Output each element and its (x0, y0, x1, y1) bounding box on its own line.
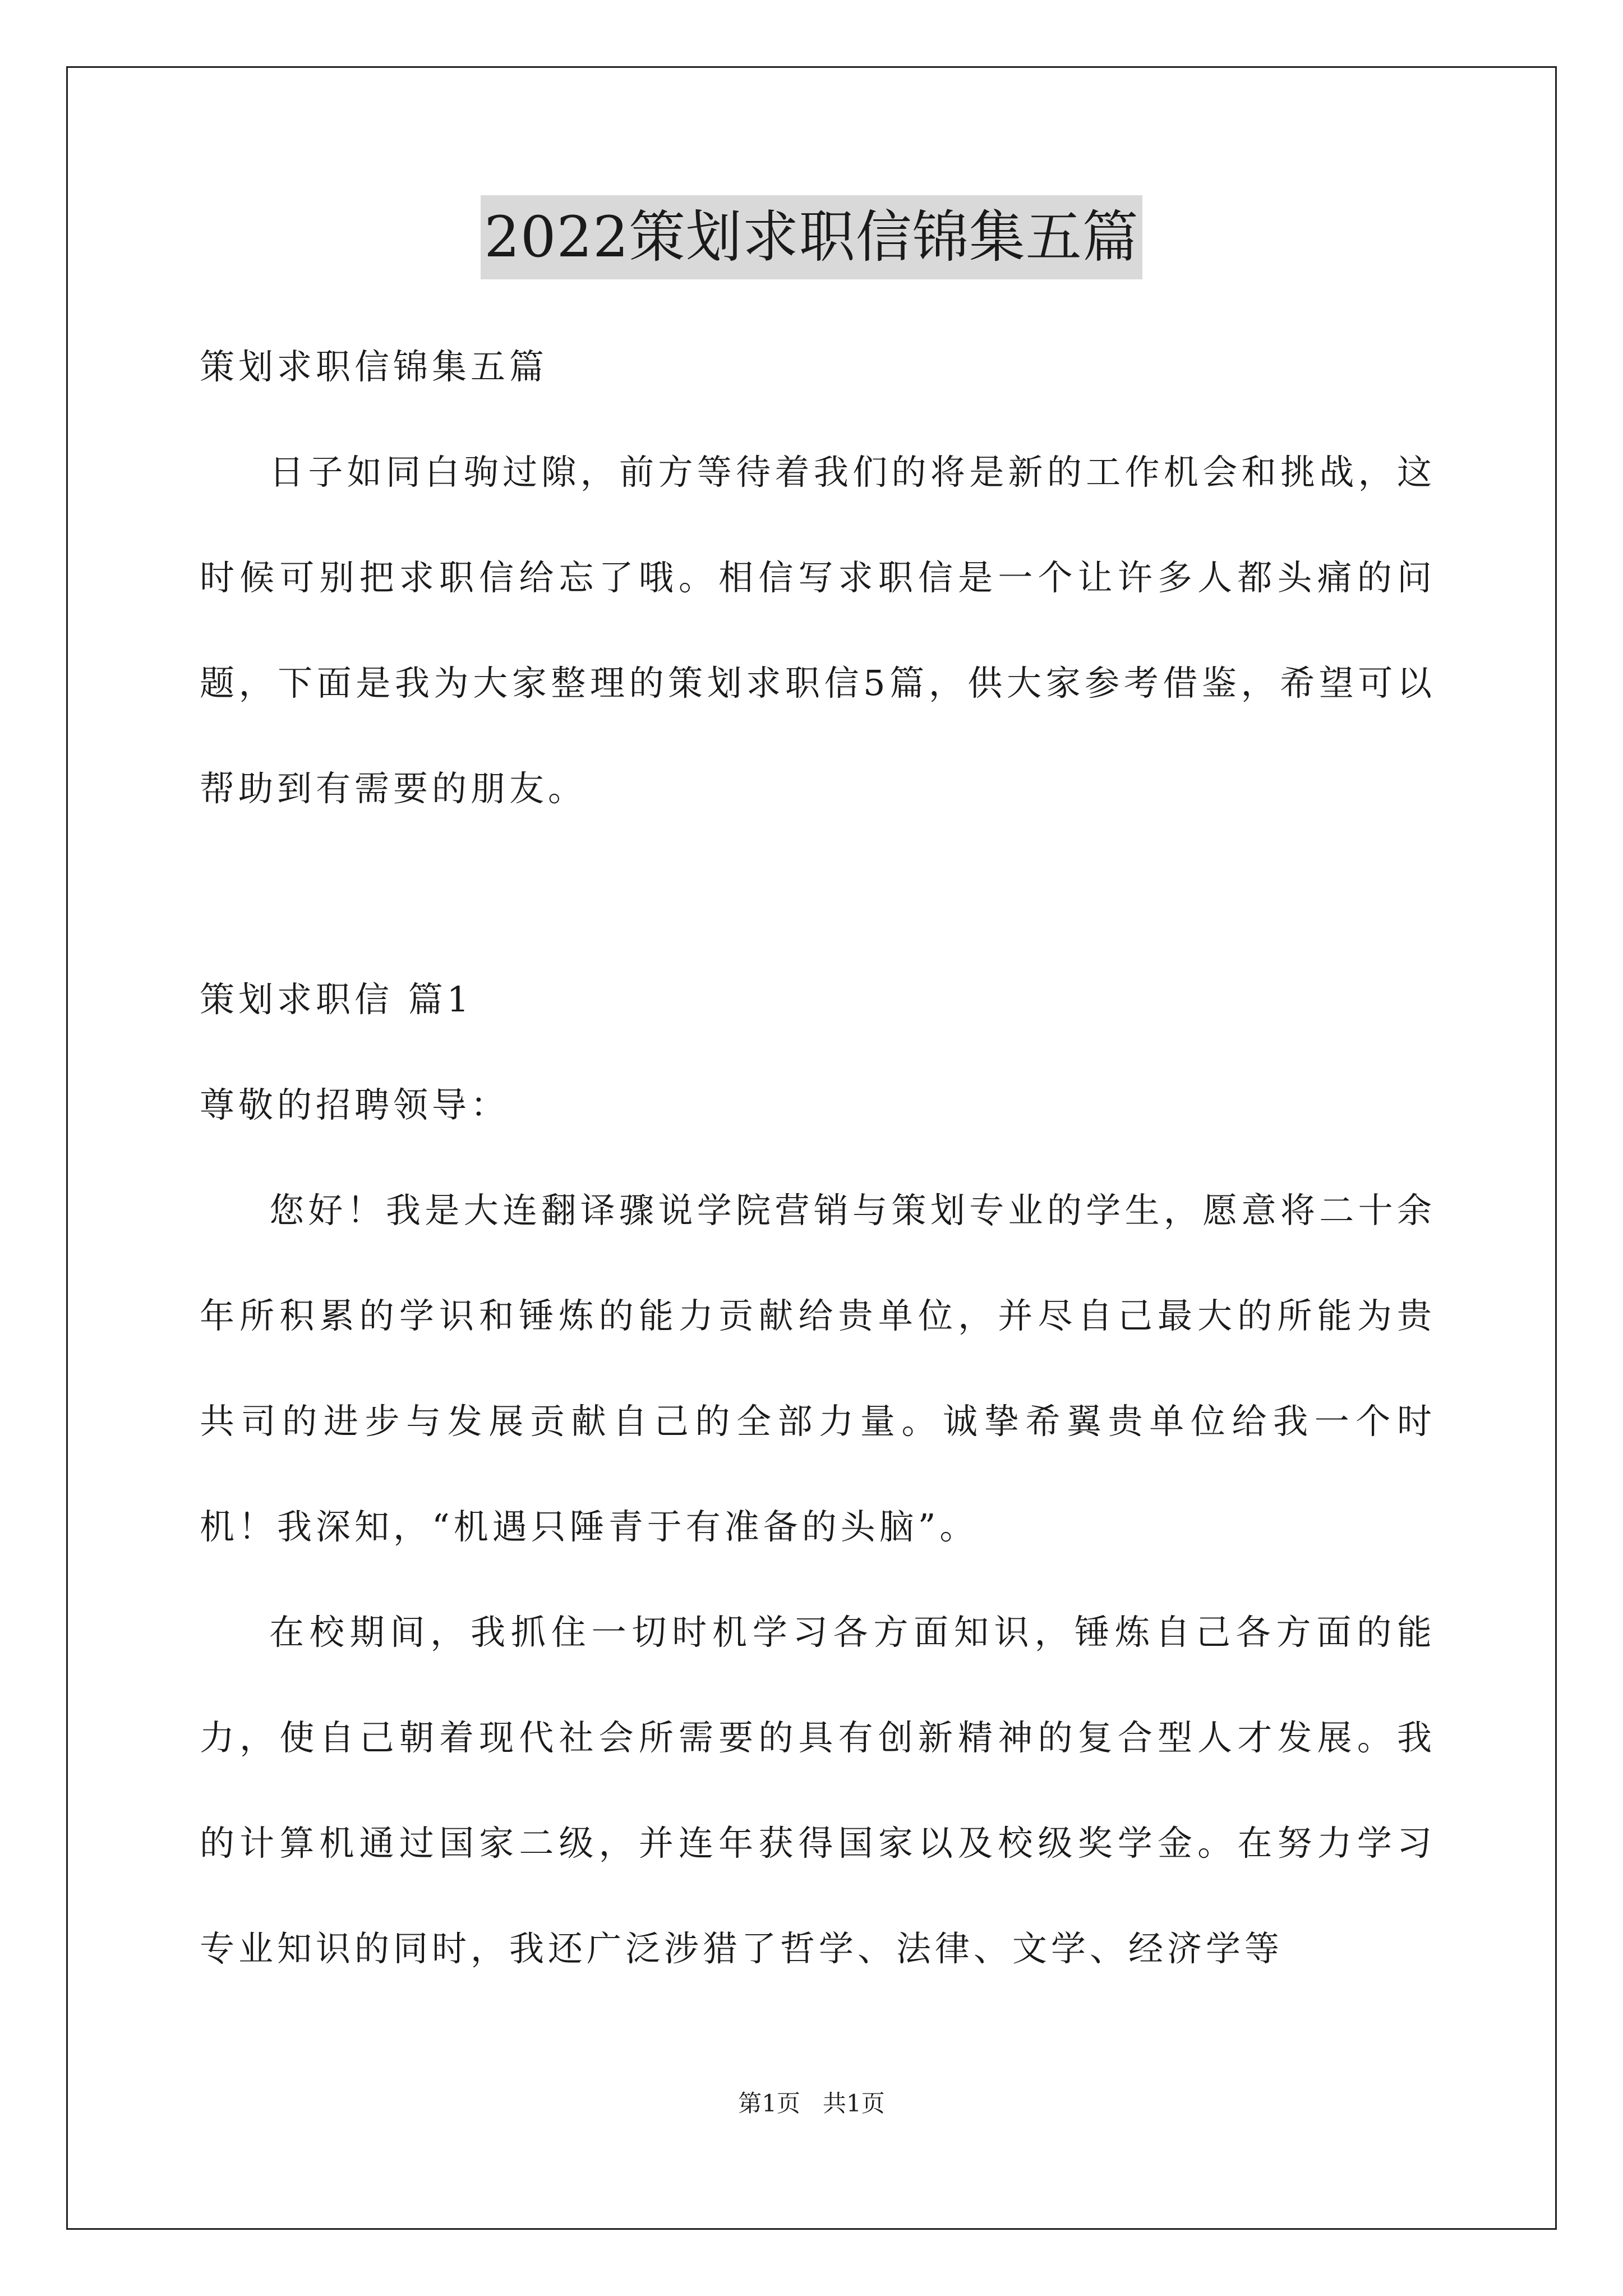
title-container (0, 195, 1623, 279)
document-title: 2022策划求职信锦集五篇 (481, 195, 1142, 279)
section-gap (200, 841, 1436, 947)
section-heading: 策划求职信 篇1 (200, 979, 473, 1020)
salutation: 尊敬的招聘领导： (200, 1084, 510, 1125)
body-paragraph-2: 在校期间，我抓住一切时机学习各方面知识，锤炼自己各方面的能力，使自己朝着现代社会所需要的具有创新精神的复合型人才发展。我的计算机通过国家二级，并连年获得国家以及校级奖学金。在努力学习专业知识的同时，我还广泛涉猎了哲学、法律、文学、经济学等 (200, 1612, 1436, 1969)
intro-paragraph: 日子如同白驹过隙，前方等待着我们的将是新的工作机会和挑战，这时候可别把求职信给忘了哦。相信写求职信是一个让许多人都头痛的问题，下面是我为大家整理的策划求职信5篇，供大家参考借鉴，希望可以帮助到有需要的朋友。 (200, 452, 1436, 809)
document-body (200, 314, 1436, 2001)
body-paragraph-1: 您好！我是大连翻译骤说学院营销与策划专业的学生，愿意将二十余年所积累的学识和锤炼的能力贡献给贵单位，并尽自己最大的所能为贵共司的进步与发展贡献自己的全部力量。诚挚希翼贵单位给我一个时机！我深知，“机遇只陲青于有准备的头脑”。 (200, 1190, 1436, 1547)
page-number-footer: 第1页 共1页 (738, 2090, 885, 2117)
subtitle: 策划求职信锦集五篇 (200, 346, 548, 387)
